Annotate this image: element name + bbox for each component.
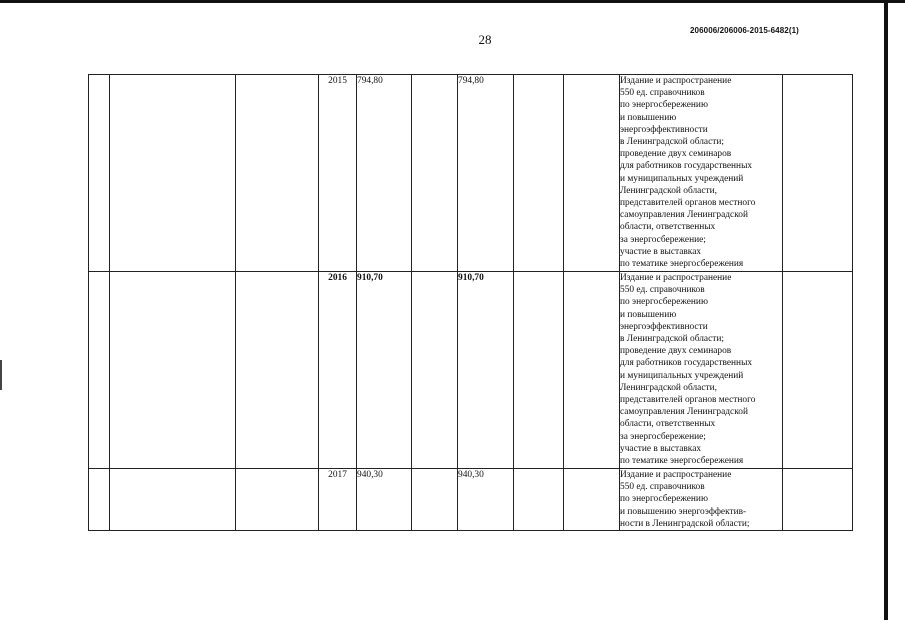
description-line: по энергосбережению (620, 100, 708, 111)
description-line: Издание и распространение (620, 76, 732, 86)
cell-federal-budget (412, 75, 458, 272)
description-line: 550 ед. справочников (620, 88, 705, 99)
description-line: энергоэффективности (620, 321, 708, 332)
cell-year: 2015 (319, 75, 357, 272)
cell-local-budget (514, 469, 564, 531)
table-row (89, 272, 853, 469)
description-line: для работников государственных (620, 358, 753, 369)
description-line: ности в Ленинградской области; (620, 518, 750, 529)
description-line: и повышению (620, 309, 677, 320)
cell-year: 2017 (319, 469, 357, 531)
cell-executor (236, 75, 319, 272)
description-line: по тематике энергосбережения (620, 456, 744, 467)
cell-amount-total: 940,30 (357, 469, 412, 531)
description-line: 550 ед. справочников (620, 285, 705, 296)
cell-name (110, 469, 236, 531)
description-line: 550 ед. справочников (620, 482, 705, 493)
cell-federal-budget (412, 272, 458, 469)
scan-mark-left (0, 360, 2, 390)
table-row (89, 75, 853, 272)
cell-result (783, 272, 853, 469)
cell-local-budget (514, 272, 564, 469)
cell-year: 2016 (319, 272, 357, 469)
cell-amount-total: 794,80 (357, 75, 412, 272)
description-line: представителей органов местного (620, 198, 756, 209)
document-id: 206006/206006-2015-6482(1) (690, 26, 799, 35)
description-line: участие в выставках (620, 443, 702, 454)
description-line: области, ответственных (620, 222, 716, 233)
scan-border-right (884, 0, 888, 620)
cell-description (620, 272, 783, 469)
description-line: и повышению (620, 112, 677, 123)
description-line: проведение двух семинаров (620, 149, 732, 160)
cell-number (89, 75, 110, 272)
cell-other-sources (564, 272, 620, 469)
cell-amount-total: 910,70 (357, 272, 412, 469)
description-line: и муниципальных учреждений (620, 370, 744, 381)
description-line: Ленинградской области, (620, 382, 717, 393)
cell-number (89, 272, 110, 469)
description-line: в Ленинградской области; (620, 137, 724, 148)
page-number: 28 (478, 32, 492, 47)
scan-border-top (0, 0, 905, 3)
cell-result (783, 469, 853, 531)
description-line: за энергосбережение; (620, 234, 706, 245)
cell-regional-budget: 794,80 (458, 75, 514, 272)
cell-local-budget (514, 75, 564, 272)
cell-description (620, 469, 783, 531)
description-line: по энергосбережению (620, 494, 708, 505)
cell-federal-budget (412, 469, 458, 531)
description-line: Ленинградской области, (620, 185, 717, 196)
cell-regional-budget: 940,30 (458, 469, 514, 531)
description-line: энергоэффективности (620, 124, 708, 135)
cell-result (783, 75, 853, 272)
cell-other-sources (564, 469, 620, 531)
cell-description (620, 75, 783, 272)
description-line: в Ленинградской области; (620, 334, 724, 345)
cell-name (110, 272, 236, 469)
description-line: проведение двух семинаров (620, 346, 732, 357)
description-line: по энергосбережению (620, 297, 708, 308)
cell-name (110, 75, 236, 272)
description-line: по тематике энергосбережения (620, 259, 744, 270)
description-line: за энергосбережение; (620, 431, 706, 442)
cell-executor (236, 469, 319, 531)
description-line: и повышению энергоэффектив- (620, 506, 747, 517)
description-line: участие в выставках (620, 246, 702, 257)
description-line: представителей органов местного (620, 395, 756, 406)
description-line: Издание и распространение (620, 273, 732, 283)
description-line: области, ответственных (620, 419, 716, 430)
cell-executor (236, 272, 319, 469)
cell-number (89, 469, 110, 531)
description-line: самоуправления Ленинградской (620, 407, 748, 418)
description-line: самоуправления Ленинградской (620, 210, 748, 221)
description-line: Издание и распространение (620, 470, 732, 480)
cell-other-sources (564, 75, 620, 272)
description-line: и муниципальных учреждений (620, 173, 744, 184)
table-row (89, 469, 853, 531)
cell-regional-budget: 910,70 (458, 272, 514, 469)
description-line: для работников государственных (620, 161, 753, 172)
program-table (88, 74, 853, 531)
